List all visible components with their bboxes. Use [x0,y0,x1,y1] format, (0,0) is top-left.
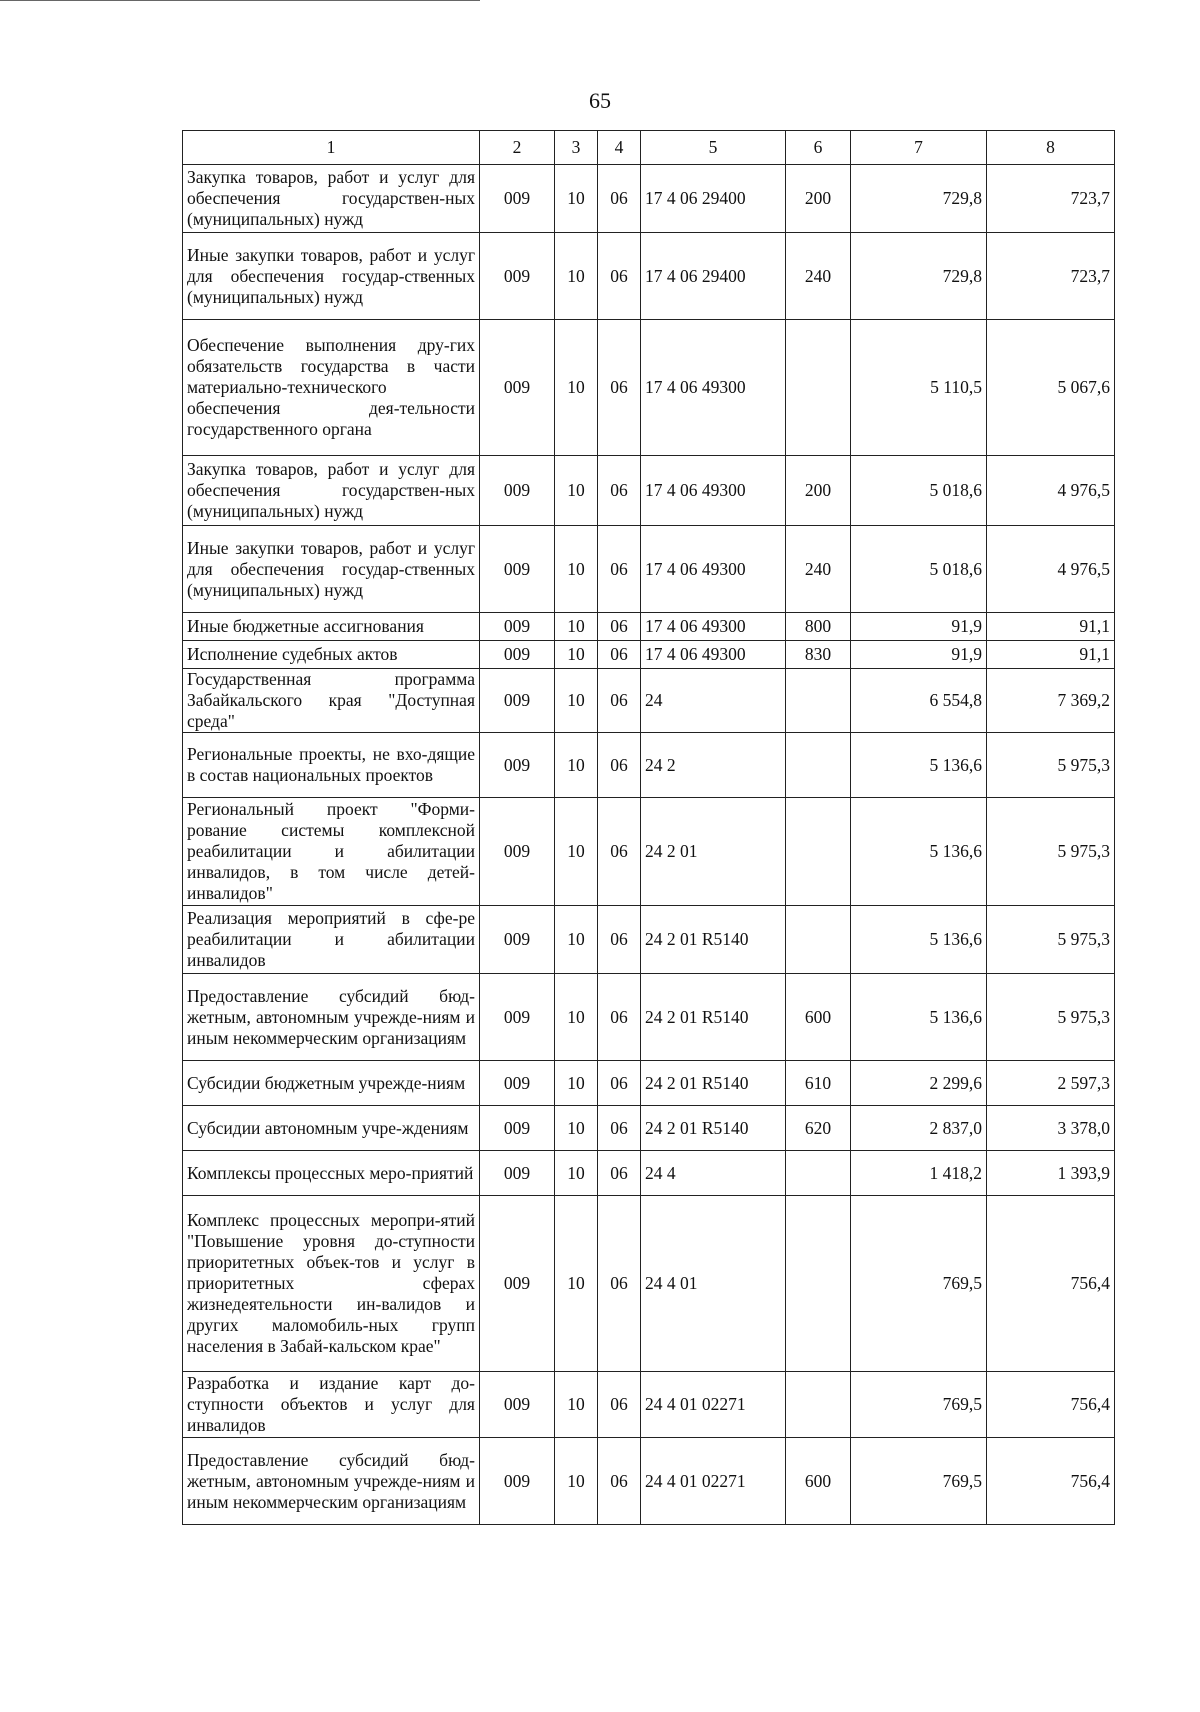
table-row [183,526,1115,613]
expense-type-cell [786,669,851,733]
table-row [183,641,1115,669]
name-cell: Иные бюджетные ассигнования [183,613,480,641]
grbs-cell: 009 [480,906,555,974]
target-article-cell: 17 4 06 29400 [641,233,786,320]
expense-type-cell: 600 [786,1438,851,1525]
expense-type-cell: 240 [786,526,851,613]
table-row [183,1106,1115,1151]
year1-amount-cell: 1 418,2 [851,1151,987,1196]
name-cell: Разработка и издание карт до-ступности объектов и услуг для инвалидов [183,1372,480,1438]
table-row [183,906,1115,974]
table-row [183,320,1115,456]
year2-amount-cell: 91,1 [987,613,1115,641]
target-article-cell: 17 4 06 49300 [641,456,786,526]
budget-table [182,130,1115,1525]
header-cell: 6 [786,131,851,165]
section-cell: 10 [555,1106,598,1151]
target-article-cell: 24 2 01 R5140 [641,1106,786,1151]
target-article-cell: 24 2 01 R5140 [641,1061,786,1106]
header-cell: 7 [851,131,987,165]
year1-amount-cell: 2 299,6 [851,1061,987,1106]
section-cell: 10 [555,733,598,798]
subsection-cell: 06 [598,1372,641,1438]
subsection-cell: 06 [598,165,641,233]
year1-amount-cell: 769,5 [851,1196,987,1372]
year2-amount-cell: 5 975,3 [987,733,1115,798]
target-article-cell: 17 4 06 29400 [641,165,786,233]
subsection-cell: 06 [598,233,641,320]
expense-type-cell [786,320,851,456]
year1-amount-cell: 2 837,0 [851,1106,987,1151]
year2-amount-cell: 3 378,0 [987,1106,1115,1151]
target-article-cell: 17 4 06 49300 [641,641,786,669]
subsection-cell: 06 [598,1106,641,1151]
subsection-cell: 06 [598,1196,641,1372]
year2-amount-cell: 723,7 [987,233,1115,320]
expense-type-cell: 830 [786,641,851,669]
expense-type-cell: 600 [786,974,851,1061]
year1-amount-cell: 5 018,6 [851,526,987,613]
section-cell: 10 [555,526,598,613]
subsection-cell: 06 [598,1438,641,1525]
section-cell: 10 [555,1438,598,1525]
year2-amount-cell: 7 369,2 [987,669,1115,733]
section-cell: 10 [555,1061,598,1106]
year1-amount-cell: 5 136,6 [851,974,987,1061]
target-article-cell: 17 4 06 49300 [641,320,786,456]
target-article-cell: 24 2 01 [641,798,786,906]
year1-amount-cell: 5 110,5 [851,320,987,456]
subsection-cell: 06 [598,1151,641,1196]
header-cell: 1 [183,131,480,165]
grbs-cell: 009 [480,526,555,613]
grbs-cell: 009 [480,974,555,1061]
section-cell: 10 [555,906,598,974]
expense-type-cell: 240 [786,233,851,320]
name-cell: Региональные проекты, не вхо-дящие в состав национальных проектов [183,733,480,798]
section-cell: 10 [555,1151,598,1196]
year1-amount-cell: 729,8 [851,165,987,233]
subsection-cell: 06 [598,641,641,669]
header-cell: 3 [555,131,598,165]
section-cell: 10 [555,613,598,641]
year1-amount-cell: 6 554,8 [851,669,987,733]
table-row [183,974,1115,1061]
subsection-cell: 06 [598,613,641,641]
subsection-cell: 06 [598,974,641,1061]
name-cell: Субсидии бюджетным учрежде-ниям [183,1061,480,1106]
table-row [183,733,1115,798]
name-cell: Комплекс процессных меропри-ятий "Повышение уровня до-ступности приоритетных объек-тов и услуг в приоритетных сферах жизнедеятельности ин-валидов и других маломобиль-ных групп населения в Забай-кальском крае" [183,1196,480,1372]
table-row [183,669,1115,733]
target-article-cell: 17 4 06 49300 [641,526,786,613]
year1-amount-cell: 91,9 [851,641,987,669]
year1-amount-cell: 5 136,6 [851,906,987,974]
header-cell: 4 [598,131,641,165]
subsection-cell: 06 [598,733,641,798]
grbs-cell: 009 [480,1151,555,1196]
section-cell: 10 [555,456,598,526]
section-cell: 10 [555,798,598,906]
target-article-cell: 24 2 01 R5140 [641,906,786,974]
section-cell: 10 [555,165,598,233]
table-row [183,456,1115,526]
year2-amount-cell: 4 976,5 [987,526,1115,613]
header-cell: 8 [987,131,1115,165]
name-cell: Региональный проект "Форми-рование системы комплексной реабилитации и абилитации инвалидов, в том числе детей-инвалидов" [183,798,480,906]
header-cell: 5 [641,131,786,165]
grbs-cell: 009 [480,1196,555,1372]
expense-type-cell [786,1372,851,1438]
table-row [183,1438,1115,1525]
target-article-cell: 24 4 01 02271 [641,1438,786,1525]
grbs-cell: 009 [480,798,555,906]
year1-amount-cell: 729,8 [851,233,987,320]
name-cell: Закупка товаров, работ и услуг для обеспечения государствен-ных (муниципальных) нужд [183,456,480,526]
subsection-cell: 06 [598,906,641,974]
target-article-cell: 24 2 [641,733,786,798]
section-cell: 10 [555,233,598,320]
year1-amount-cell: 91,9 [851,613,987,641]
subsection-cell: 06 [598,320,641,456]
expense-type-cell: 800 [786,613,851,641]
year2-amount-cell: 5 975,3 [987,974,1115,1061]
header-cell: 2 [480,131,555,165]
name-cell: Предоставление субсидий бюд-жетным, автономным учрежде-ниям и иным некоммерческим организациям [183,974,480,1061]
expense-type-cell: 620 [786,1106,851,1151]
page-number: 65 [589,88,611,113]
table-row [183,233,1115,320]
expense-type-cell [786,906,851,974]
target-article-cell: 24 2 01 R5140 [641,974,786,1061]
name-cell: Закупка товаров, работ и услуг для обеспечения государствен-ных (муниципальных) нужд [183,165,480,233]
name-cell: Комплексы процессных меро-приятий [183,1151,480,1196]
expense-type-cell [786,798,851,906]
name-cell: Субсидии автономным учре-ждениям [183,1106,480,1151]
table-row [183,613,1115,641]
section-cell: 10 [555,320,598,456]
grbs-cell: 009 [480,1372,555,1438]
subsection-cell: 06 [598,669,641,733]
subsection-cell: 06 [598,456,641,526]
name-cell: Обеспечение выполнения дру-гих обязательств государства в части материально-технического обеспечения дея-тельности государственного органа [183,320,480,456]
table-row [183,1196,1115,1372]
year1-amount-cell: 5 136,6 [851,798,987,906]
section-cell: 10 [555,641,598,669]
header-row [183,131,1115,165]
expense-type-cell [786,1196,851,1372]
year1-amount-cell: 769,5 [851,1438,987,1525]
name-cell: Реализация мероприятий в сфе-ре реабилитации и абилитации инвалидов [183,906,480,974]
year2-amount-cell: 5 975,3 [987,798,1115,906]
year2-amount-cell: 756,4 [987,1372,1115,1438]
subsection-cell: 06 [598,526,641,613]
grbs-cell: 009 [480,456,555,526]
top-rule [0,0,480,1]
grbs-cell: 009 [480,641,555,669]
name-cell: Исполнение судебных актов [183,641,480,669]
year2-amount-cell: 5 067,6 [987,320,1115,456]
section-cell: 10 [555,1372,598,1438]
expense-type-cell [786,733,851,798]
target-article-cell: 24 4 01 [641,1196,786,1372]
name-cell: Предоставление субсидий бюд-жетным, автономным учрежде-ниям и иным некоммерческим организациям [183,1438,480,1525]
expense-type-cell [786,1151,851,1196]
subsection-cell: 06 [598,798,641,906]
year2-amount-cell: 1 393,9 [987,1151,1115,1196]
year1-amount-cell: 769,5 [851,1372,987,1438]
target-article-cell: 24 4 [641,1151,786,1196]
grbs-cell: 009 [480,1061,555,1106]
expense-type-cell: 200 [786,456,851,526]
target-article-cell: 24 4 01 02271 [641,1372,786,1438]
table-row [183,1151,1115,1196]
grbs-cell: 009 [480,1106,555,1151]
table-row [183,798,1115,906]
subsection-cell: 06 [598,1061,641,1106]
year2-amount-cell: 4 976,5 [987,456,1115,526]
target-article-cell: 24 [641,669,786,733]
section-cell: 10 [555,974,598,1061]
table-row [183,1061,1115,1106]
section-cell: 10 [555,1196,598,1372]
section-cell: 10 [555,669,598,733]
grbs-cell: 009 [480,613,555,641]
grbs-cell: 009 [480,233,555,320]
expense-type-cell: 610 [786,1061,851,1106]
table-row [183,165,1115,233]
grbs-cell: 009 [480,320,555,456]
target-article-cell: 17 4 06 49300 [641,613,786,641]
table-row [183,1372,1115,1438]
name-cell: Иные закупки товаров, работ и услуг для обеспечения государ-ственных (муниципальных) нужд [183,233,480,320]
year2-amount-cell: 756,4 [987,1438,1115,1525]
year2-amount-cell: 5 975,3 [987,906,1115,974]
year2-amount-cell: 2 597,3 [987,1061,1115,1106]
year1-amount-cell: 5 136,6 [851,733,987,798]
grbs-cell: 009 [480,669,555,733]
grbs-cell: 009 [480,1438,555,1525]
grbs-cell: 009 [480,733,555,798]
year2-amount-cell: 723,7 [987,165,1115,233]
name-cell: Иные закупки товаров, работ и услуг для обеспечения государ-ственных (муниципальных) нужд [183,526,480,613]
grbs-cell: 009 [480,165,555,233]
year1-amount-cell: 5 018,6 [851,456,987,526]
year2-amount-cell: 756,4 [987,1196,1115,1372]
expense-type-cell: 200 [786,165,851,233]
name-cell: Государственная программа Забайкальского края "Доступная среда" [183,669,480,733]
year2-amount-cell: 91,1 [987,641,1115,669]
